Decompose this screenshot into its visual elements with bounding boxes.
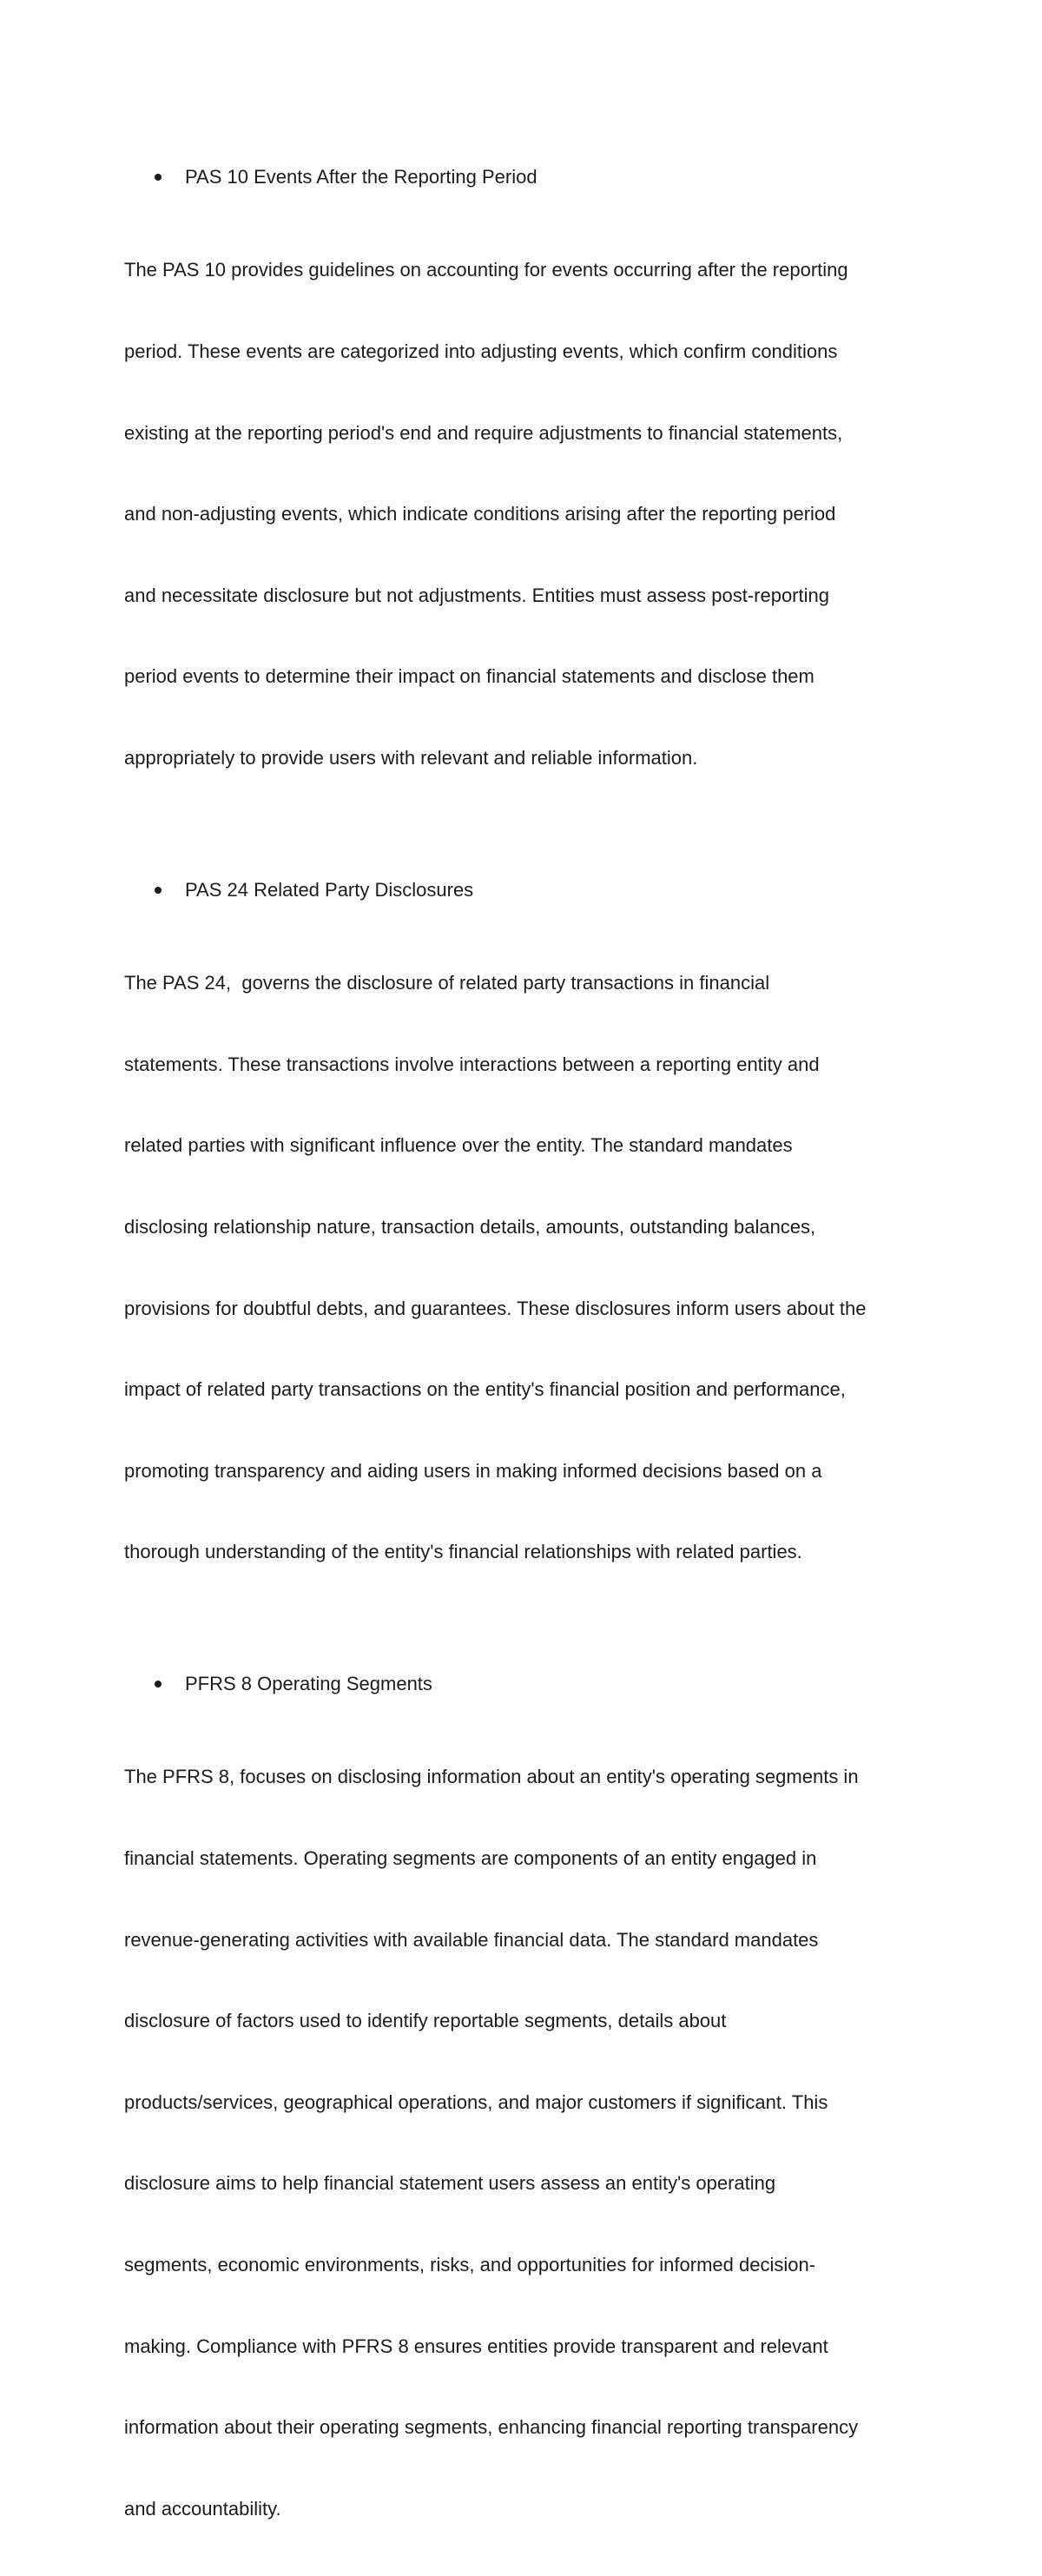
paragraph-line: existing at the reporting period's end and require adjustments to financial statements, [124,421,843,444]
paragraph-line: appropriately to provide users with relevant and reliable information. [124,747,698,769]
paragraph-line: segments, economic environments, risks, and opportunities for informed decision- [124,2254,816,2276]
paragraph-line: revenue-generating activities with available financial data. The standard mandates [124,1928,819,1951]
section-heading [124,1670,927,1698]
paragraph-line: and accountability. [124,2497,281,2520]
section-paragraph [124,1709,927,2576]
section-heading [124,163,927,191]
paragraph-line: provisions for doubtful debts, and guarantees. These disclosures inform users about the [124,1297,867,1319]
section-paragraph [124,202,927,826]
bullet-icon [155,1681,162,1688]
paragraph-line: impact of related party transactions on the entity's financial position and performance, [124,1378,846,1401]
paragraph-line: promoting transparency and aiding users in making informed decisions based on a [124,1459,822,1482]
paragraph-line: information about their operating segments, enhancing financial reporting transparency [124,2416,859,2439]
paragraph-line: related parties with significant influence over the entity. The standard mandates [124,1134,793,1157]
section-heading [124,876,927,904]
paragraph-line: statements. These transactions involve interactions between a reporting entity and [124,1053,820,1075]
section-heading-text: PFRS 8 Operating Segments [185,1672,432,1694]
paragraph-line: and non-adjusting events, which indicate conditions arising after the reporting period [124,503,836,525]
bullet-icon [155,887,162,894]
paragraph-line: financial statements. Operating segments are components of an entity engaged in [124,1846,817,1869]
paragraph-line: disclosing relationship nature, transaction details, amounts, outstanding balances, [124,1215,816,1238]
paragraph-line: thorough understanding of the entity's financial relationships with related parties. [124,1541,802,1563]
paragraph-line: making. Compliance with PFRS 8 ensures entities provide transparent and relevant [124,2335,828,2357]
section-heading-text: PAS 24 Related Party Disclosures [185,878,474,901]
document-content [124,163,927,2576]
section-heading-text: PAS 10 Events After the Reporting Period [185,166,537,188]
paragraph-line: period events to determine their impact on financial statements and disclose them [124,665,814,688]
paragraph-line: The PFRS 8, focuses on disclosing information about an entity's operating segments in [124,1766,859,1788]
paragraph-line: and necessitate disclosure but not adjustments. Entities must assess post-reporting [124,584,829,606]
paragraph-line: The PAS 24, governs the disclosure of related party transactions in financial [124,972,770,994]
paragraph-line: period. These events are categorized into adjusting events, which confirm conditions [124,340,838,363]
section-pfrs-8 [124,1670,927,2576]
section-pas-24 [124,876,927,1620]
bullet-icon [155,174,162,181]
section-pas-10 [124,163,927,826]
paragraph-line: products/services, geographical operations, and major customers if significant. This [124,2091,828,2113]
paragraph-line: The PAS 10 provides guidelines on accounting for events occurring after the reporting [124,259,848,281]
section-paragraph [124,915,927,1620]
paragraph-line: disclosure of factors used to identify reportable segments, details about [124,2010,727,2032]
paragraph-line: disclosure aims to help financial statement users assess an entity's operating [124,2172,776,2195]
